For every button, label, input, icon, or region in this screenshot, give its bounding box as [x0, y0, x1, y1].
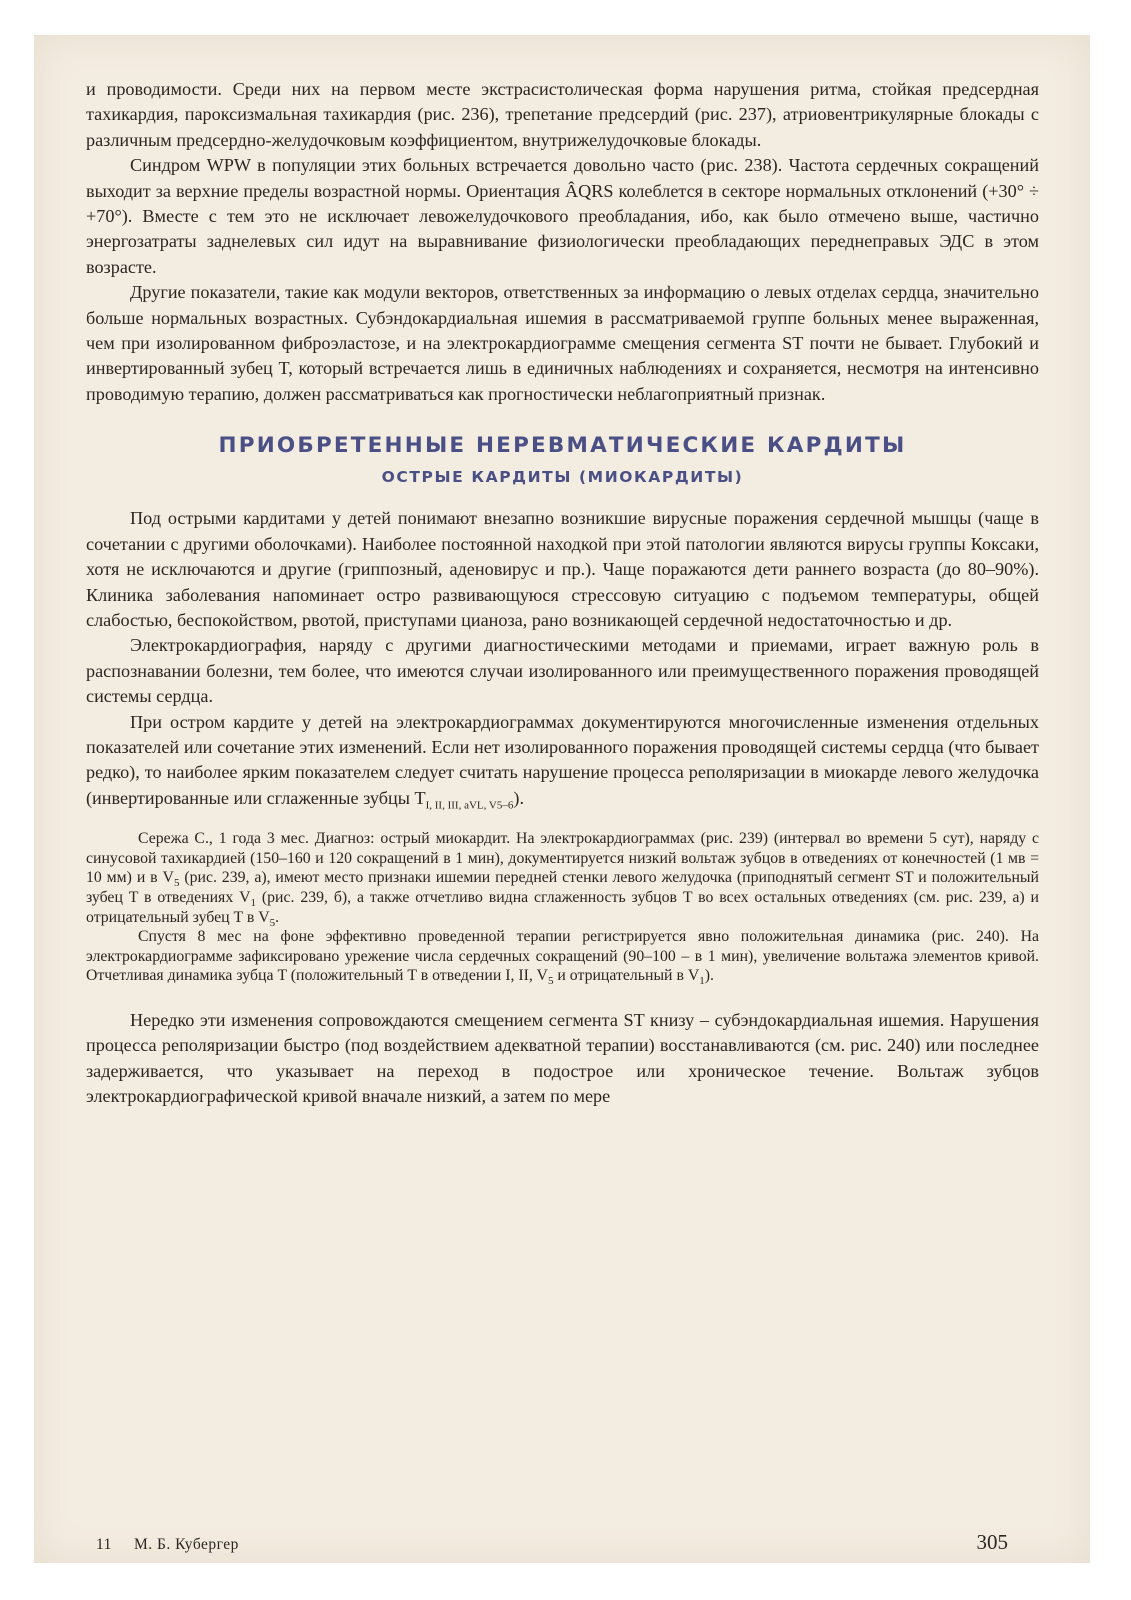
paragraph-continuation: и проводимости. Среди них на первом месте экстрасистолическая форма нарушения ритма, стойкая предсердная тахикардия, пароксизмальная тахикардия (рис. 236), трепетание предсердий (рис. 237), атриовентрикулярные блокады с различным предсердно-желудочковым коэффициентом, внутрижелудочковые блокады.	[86, 79, 1039, 150]
paragraph-wpw: Синдром WPW в популяции этих больных встречается довольно часто (рис. 238). Частота сердечных сокращений выходит за верхние пределы возрастной нормы. Ориентация ÂQRS колеблется в секторе нормальных отклонений (+30° ÷ +70°). Вместе с тем это не исключает левожелудочкового преобладания, ибо, как было отмечено выше, частично энергозатраты заднелевых сил идут на выравнивание физиологически преобладающих переднеправых ЭДС в этом возрасте.	[86, 155, 1039, 277]
page-content	[86, 77, 1039, 1110]
paragraph-other-indicators: Другие показатели, такие как модули векторов, ответственных за информацию о левых отделах сердца, значительно больше нормальных возрастных. Субэндокардиальная ишемия в рассматриваемой группе больных менее выраженная, чем при изолированном фиброэластозе, и на электрокардиограмме смещения сегмента ST почти не бывает. Глубокий и инвертированный зубец T, который встречается лишь в единичных наблюдениях и сохраняется, несмотря на интенсивно проводимую терапию, должен рассматриваться как прогностически неблагоприятный признак.	[86, 282, 1039, 404]
case-2-text-a: Спустя 8 мес на фоне эффективно проведенной терапии регистрируется явно положительная динамика (рис. 240). На электрокардиограмме зафиксировано урежение числа сердечных сокращений (90–100 – в 1 мин), увеличение вольтажа элементов кривой. Отчетливая динамика зубца T (положительный T в отведении I, II, V	[86, 928, 1039, 985]
case-1-sub-3: 5	[269, 916, 276, 929]
section-heading: ОСТРЫЕ КАРДИТЫ (МИОКАРДИТЫ)	[381, 468, 744, 487]
case-2-text-c: ).	[704, 967, 714, 985]
case-paragraph-2	[86, 927, 1039, 986]
case-1-text-b: (рис. 239, а), имеют место признаки ишемии передней стенки левого желудочка (приподнятый сегмент ST и положительный зубец T в отведениях V	[86, 869, 1040, 906]
book-page	[34, 35, 1090, 1563]
chapter-heading: ПРИОБРЕТЕННЫЕ НЕРЕВМАТИЧЕСКИЕ КАРДИТЫ	[218, 433, 907, 459]
case-2-sub-1: 5	[547, 975, 554, 988]
signature-mark	[96, 1536, 239, 1554]
paragraph-electrocardiography: Электрокардиография, наряду с другими диагностическими методами и приемами, играет важную роль в распознавании болезни, тем более, что имеются случаи изолированного или преимущественного поражения проводящей системы сердца.	[86, 635, 1039, 707]
case-2-text-b: и отрицательный в V	[553, 967, 700, 985]
case-1-sub-1: 5	[173, 877, 180, 890]
paragraph-ecg-changes-end: ).	[513, 787, 524, 808]
paragraph-ecg-changes-text: При остром кардите у детей на электрокардиограммах документируются многочисленные изменения отдельных показателей или сочетание этих изменений. Если нет изолированного поражения проводящей системы сердца (что бывает редко), то наиболее ярким показателем следует считать нарушение процесса реполяризации в миокарде левого желудочка (инвертированные или сглаженные зубцы	[86, 711, 1039, 808]
case-paragraph-1	[86, 829, 1039, 927]
paragraph-ecg-changes	[86, 710, 1039, 812]
case-1-sub-2: 1	[250, 897, 257, 910]
case-report	[86, 829, 1039, 986]
t-wave-leads: I, II, III, aVL, V5–6	[425, 799, 514, 812]
signature-author: М. Б. Кубергер	[133, 1536, 239, 1553]
t-wave-symbol: T	[414, 787, 426, 808]
case-1-text-c: (рис. 239, б), а также отчетливо видна сглаженность зубцов T во всех остальных отведениях (см. рис. 239, а) и отрицательный зубец T в V	[86, 888, 1039, 926]
case-1-text-a: Сережа С., 1 года 3 мес. Диагноз: острый миокардит. На электрокардиограммах (рис. 239) (интервал во времени 5 сут), наряду с синусовой тахикардией (150–160 и 120 сокращений в 1 мин), документируется низкий вольтаж зубцов в отведениях от конечностей (1 мв = 10 мм) и в V	[86, 830, 1039, 887]
page-number: 305	[976, 1530, 1008, 1554]
case-2-sub-2: 1	[699, 975, 705, 988]
paragraph-acute-carditis: Под острыми кардитами у детей понимают внезапно возникшие вирусные поражения сердечной мышцы (чаще в сочетании с другими оболочками). Наиболее постоянной находкой при этой патологии являются вирусы группы Коксаки, хотя не исключаются и другие (гриппозный, аденовирус и пр.). Чаще поражаются дети раннего возраста (до 80–90%). Клиника заболевания напоминает остро развивающуюся стрессовую ситуацию с подъемом температуры, общей слабостью, беспокойством, рвотой, приступами цианоза, рано возникающей сердечной недостаточностью и др.	[86, 508, 1039, 630]
page-footer	[96, 1530, 1008, 1560]
case-1-text-d: .	[275, 908, 280, 926]
paragraph-st-shift: Нередко эти изменения сопровождаются смещением сегмента ST книзу – субэндокардиальная ишемия. Нарушения процесса реполяризации быстро (под воздействием адекватной терапии) восстанавливаются (см. рис. 240) или последнее задерживается, что указывает на переход в подострое или хроническое течение. Вольтаж зубцов электрокардиографической кривой вначале низкий, а затем по мере	[86, 1009, 1039, 1107]
signature-number: 11	[96, 1536, 112, 1553]
